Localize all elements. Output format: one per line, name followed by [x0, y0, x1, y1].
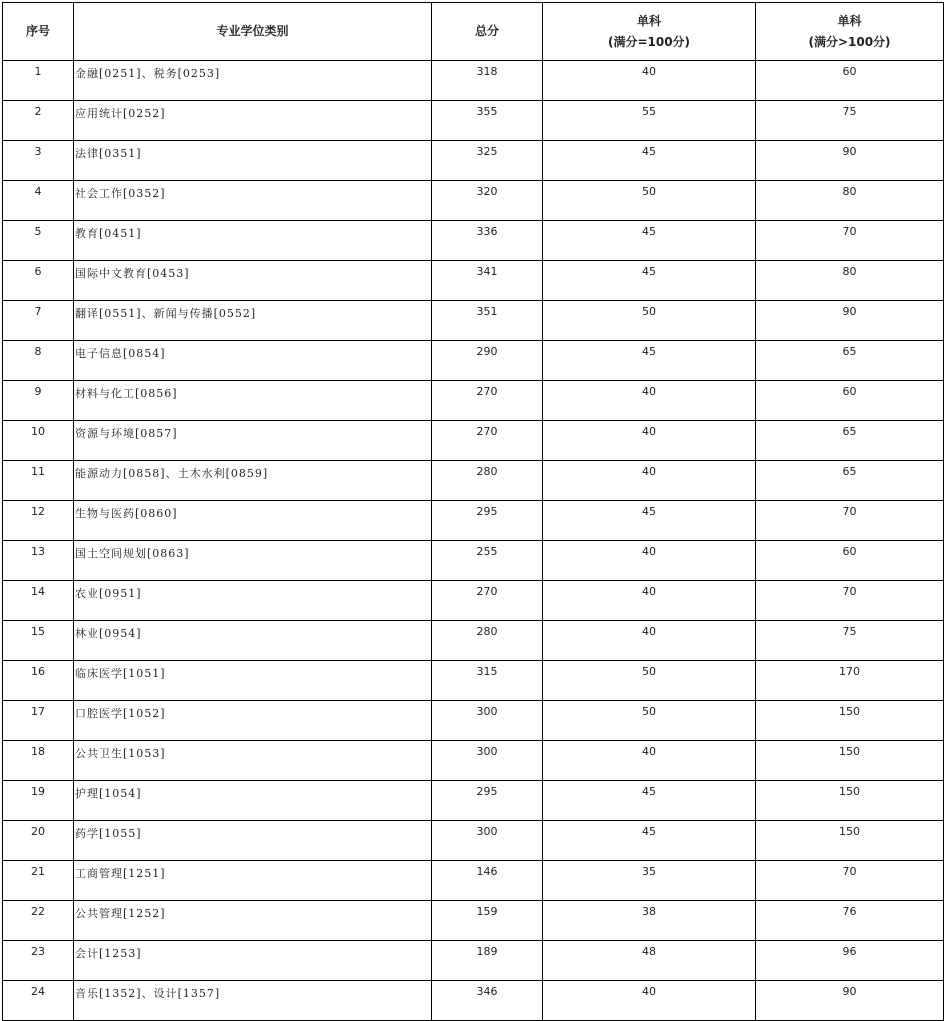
cell-total: 355 [432, 101, 543, 141]
table-row [3, 821, 944, 861]
cell-category: 药学[1055] [74, 821, 432, 861]
header-single-over-100-note: (满分>100分) [808, 34, 891, 49]
cell-single-100: 45 [543, 341, 756, 381]
cell-category: 农业[0951] [74, 581, 432, 621]
cell-single-over-100: 150 [756, 701, 944, 741]
cell-seq: 14 [3, 581, 74, 621]
cell-single-100: 50 [543, 181, 756, 221]
cell-total: 346 [432, 981, 543, 1021]
cell-seq: 20 [3, 821, 74, 861]
header-single-over-100-title: 单科 [837, 13, 862, 28]
cell-total: 300 [432, 741, 543, 781]
cell-single-over-100: 75 [756, 621, 944, 661]
cell-seq: 10 [3, 421, 74, 461]
cell-seq: 4 [3, 181, 74, 221]
header-seq: 序号 [3, 3, 74, 61]
cell-single-over-100: 70 [756, 861, 944, 901]
cell-single-over-100: 60 [756, 541, 944, 581]
cell-total: 300 [432, 701, 543, 741]
cell-single-over-100: 90 [756, 301, 944, 341]
cell-single-100: 45 [543, 781, 756, 821]
cell-single-100: 50 [543, 301, 756, 341]
cell-single-100: 40 [543, 461, 756, 501]
cell-total: 351 [432, 301, 543, 341]
cell-category: 能源动力[0858]、土木水利[0859] [74, 461, 432, 501]
cell-seq: 1 [3, 61, 74, 101]
cell-total: 189 [432, 941, 543, 981]
table-row [3, 61, 944, 101]
cell-single-over-100: 60 [756, 61, 944, 101]
cell-single-over-100: 90 [756, 981, 944, 1021]
table-row [3, 381, 944, 421]
cell-total: 146 [432, 861, 543, 901]
cell-category: 教育[0451] [74, 221, 432, 261]
cell-single-100: 40 [543, 421, 756, 461]
cell-seq: 19 [3, 781, 74, 821]
table-row [3, 461, 944, 501]
table-row [3, 981, 944, 1021]
cell-total: 290 [432, 341, 543, 381]
cell-category: 工商管理[1251] [74, 861, 432, 901]
cell-category: 国土空间规划[0863] [74, 541, 432, 581]
cell-single-over-100: 80 [756, 181, 944, 221]
cell-seq: 11 [3, 461, 74, 501]
cell-category: 社会工作[0352] [74, 181, 432, 221]
table-row [3, 181, 944, 221]
cell-single-100: 40 [543, 381, 756, 421]
cell-single-over-100: 150 [756, 741, 944, 781]
table-row [3, 941, 944, 981]
cell-category: 会计[1253] [74, 941, 432, 981]
cell-total: 325 [432, 141, 543, 181]
cell-single-over-100: 70 [756, 221, 944, 261]
cell-single-over-100: 150 [756, 821, 944, 861]
cell-single-100: 45 [543, 821, 756, 861]
cell-total: 295 [432, 501, 543, 541]
cell-total: 280 [432, 621, 543, 661]
table-row [3, 781, 944, 821]
cell-single-100: 45 [543, 141, 756, 181]
cell-seq: 23 [3, 941, 74, 981]
cell-seq: 16 [3, 661, 74, 701]
cell-single-100: 40 [543, 541, 756, 581]
cell-seq: 2 [3, 101, 74, 141]
cell-single-over-100: 96 [756, 941, 944, 981]
cell-total: 318 [432, 61, 543, 101]
cell-category: 护理[1054] [74, 781, 432, 821]
cell-total: 270 [432, 381, 543, 421]
table-row [3, 901, 944, 941]
cell-category: 资源与环境[0857] [74, 421, 432, 461]
cell-single-100: 40 [543, 621, 756, 661]
cell-single-over-100: 70 [756, 501, 944, 541]
cell-single-100: 40 [543, 741, 756, 781]
cell-seq: 9 [3, 381, 74, 421]
cell-single-100: 45 [543, 221, 756, 261]
cell-seq: 21 [3, 861, 74, 901]
cell-total: 270 [432, 581, 543, 621]
cell-single-over-100: 70 [756, 581, 944, 621]
table-header [3, 3, 944, 61]
cell-total: 336 [432, 221, 543, 261]
cell-seq: 24 [3, 981, 74, 1021]
score-table [2, 2, 944, 1021]
cell-total: 341 [432, 261, 543, 301]
cell-category: 公共卫生[1053] [74, 741, 432, 781]
cell-category: 国际中文教育[0453] [74, 261, 432, 301]
cell-seq: 5 [3, 221, 74, 261]
cell-single-over-100: 76 [756, 901, 944, 941]
cell-seq: 18 [3, 741, 74, 781]
cell-single-100: 35 [543, 861, 756, 901]
cell-total: 255 [432, 541, 543, 581]
cell-seq: 17 [3, 701, 74, 741]
table-row [3, 741, 944, 781]
cell-seq: 8 [3, 341, 74, 381]
cell-category: 法律[0351] [74, 141, 432, 181]
cell-total: 159 [432, 901, 543, 941]
cell-single-over-100: 150 [756, 781, 944, 821]
cell-seq: 3 [3, 141, 74, 181]
cell-single-over-100: 65 [756, 341, 944, 381]
cell-single-100: 50 [543, 701, 756, 741]
cell-category: 公共管理[1252] [74, 901, 432, 941]
cell-total: 270 [432, 421, 543, 461]
cell-single-over-100: 65 [756, 421, 944, 461]
header-category: 专业学位类别 [74, 3, 432, 61]
cell-seq: 22 [3, 901, 74, 941]
table-row [3, 221, 944, 261]
table-row [3, 141, 944, 181]
header-single-over-100 [756, 3, 944, 61]
cell-total: 300 [432, 821, 543, 861]
cell-single-100: 40 [543, 981, 756, 1021]
cell-seq: 12 [3, 501, 74, 541]
table-row [3, 261, 944, 301]
header-total: 总分 [432, 3, 543, 61]
table-row [3, 581, 944, 621]
cell-single-over-100: 75 [756, 101, 944, 141]
cell-category: 材料与化工[0856] [74, 381, 432, 421]
cell-total: 280 [432, 461, 543, 501]
cell-single-100: 45 [543, 261, 756, 301]
table-row [3, 101, 944, 141]
cell-total: 295 [432, 781, 543, 821]
cell-single-100: 48 [543, 941, 756, 981]
cell-total: 320 [432, 181, 543, 221]
cell-single-over-100: 170 [756, 661, 944, 701]
cell-single-100: 40 [543, 61, 756, 101]
table-row [3, 501, 944, 541]
cell-seq: 7 [3, 301, 74, 341]
cell-category: 翻译[0551]、新闻与传播[0552] [74, 301, 432, 341]
cell-seq: 6 [3, 261, 74, 301]
cell-seq: 15 [3, 621, 74, 661]
table-row [3, 541, 944, 581]
cell-category: 临床医学[1051] [74, 661, 432, 701]
cell-category: 应用统计[0252] [74, 101, 432, 141]
table-row [3, 861, 944, 901]
cell-single-over-100: 60 [756, 381, 944, 421]
table-body [3, 61, 944, 1021]
cell-single-100: 45 [543, 501, 756, 541]
cell-single-over-100: 90 [756, 141, 944, 181]
cell-single-over-100: 65 [756, 461, 944, 501]
header-single-100-note: (满分=100分) [607, 34, 691, 49]
table-row [3, 341, 944, 381]
cell-category: 电子信息[0854] [74, 341, 432, 381]
header-single-100 [543, 3, 756, 61]
cell-single-100: 38 [543, 901, 756, 941]
cell-single-100: 50 [543, 661, 756, 701]
cell-seq: 13 [3, 541, 74, 581]
cell-category: 生物与医药[0860] [74, 501, 432, 541]
table-row [3, 621, 944, 661]
cell-single-100: 55 [543, 101, 756, 141]
table-row [3, 301, 944, 341]
cell-category: 金融[0251]、税务[0253] [74, 61, 432, 101]
cell-category: 音乐[1352]、设计[1357] [74, 981, 432, 1021]
table-row [3, 701, 944, 741]
table-row [3, 421, 944, 461]
cell-single-100: 40 [543, 581, 756, 621]
header-single-100-title: 单科 [636, 13, 661, 28]
header-row [3, 3, 944, 61]
table-row [3, 661, 944, 701]
cell-single-over-100: 80 [756, 261, 944, 301]
cell-category: 口腔医学[1052] [74, 701, 432, 741]
cell-category: 林业[0954] [74, 621, 432, 661]
cell-total: 315 [432, 661, 543, 701]
